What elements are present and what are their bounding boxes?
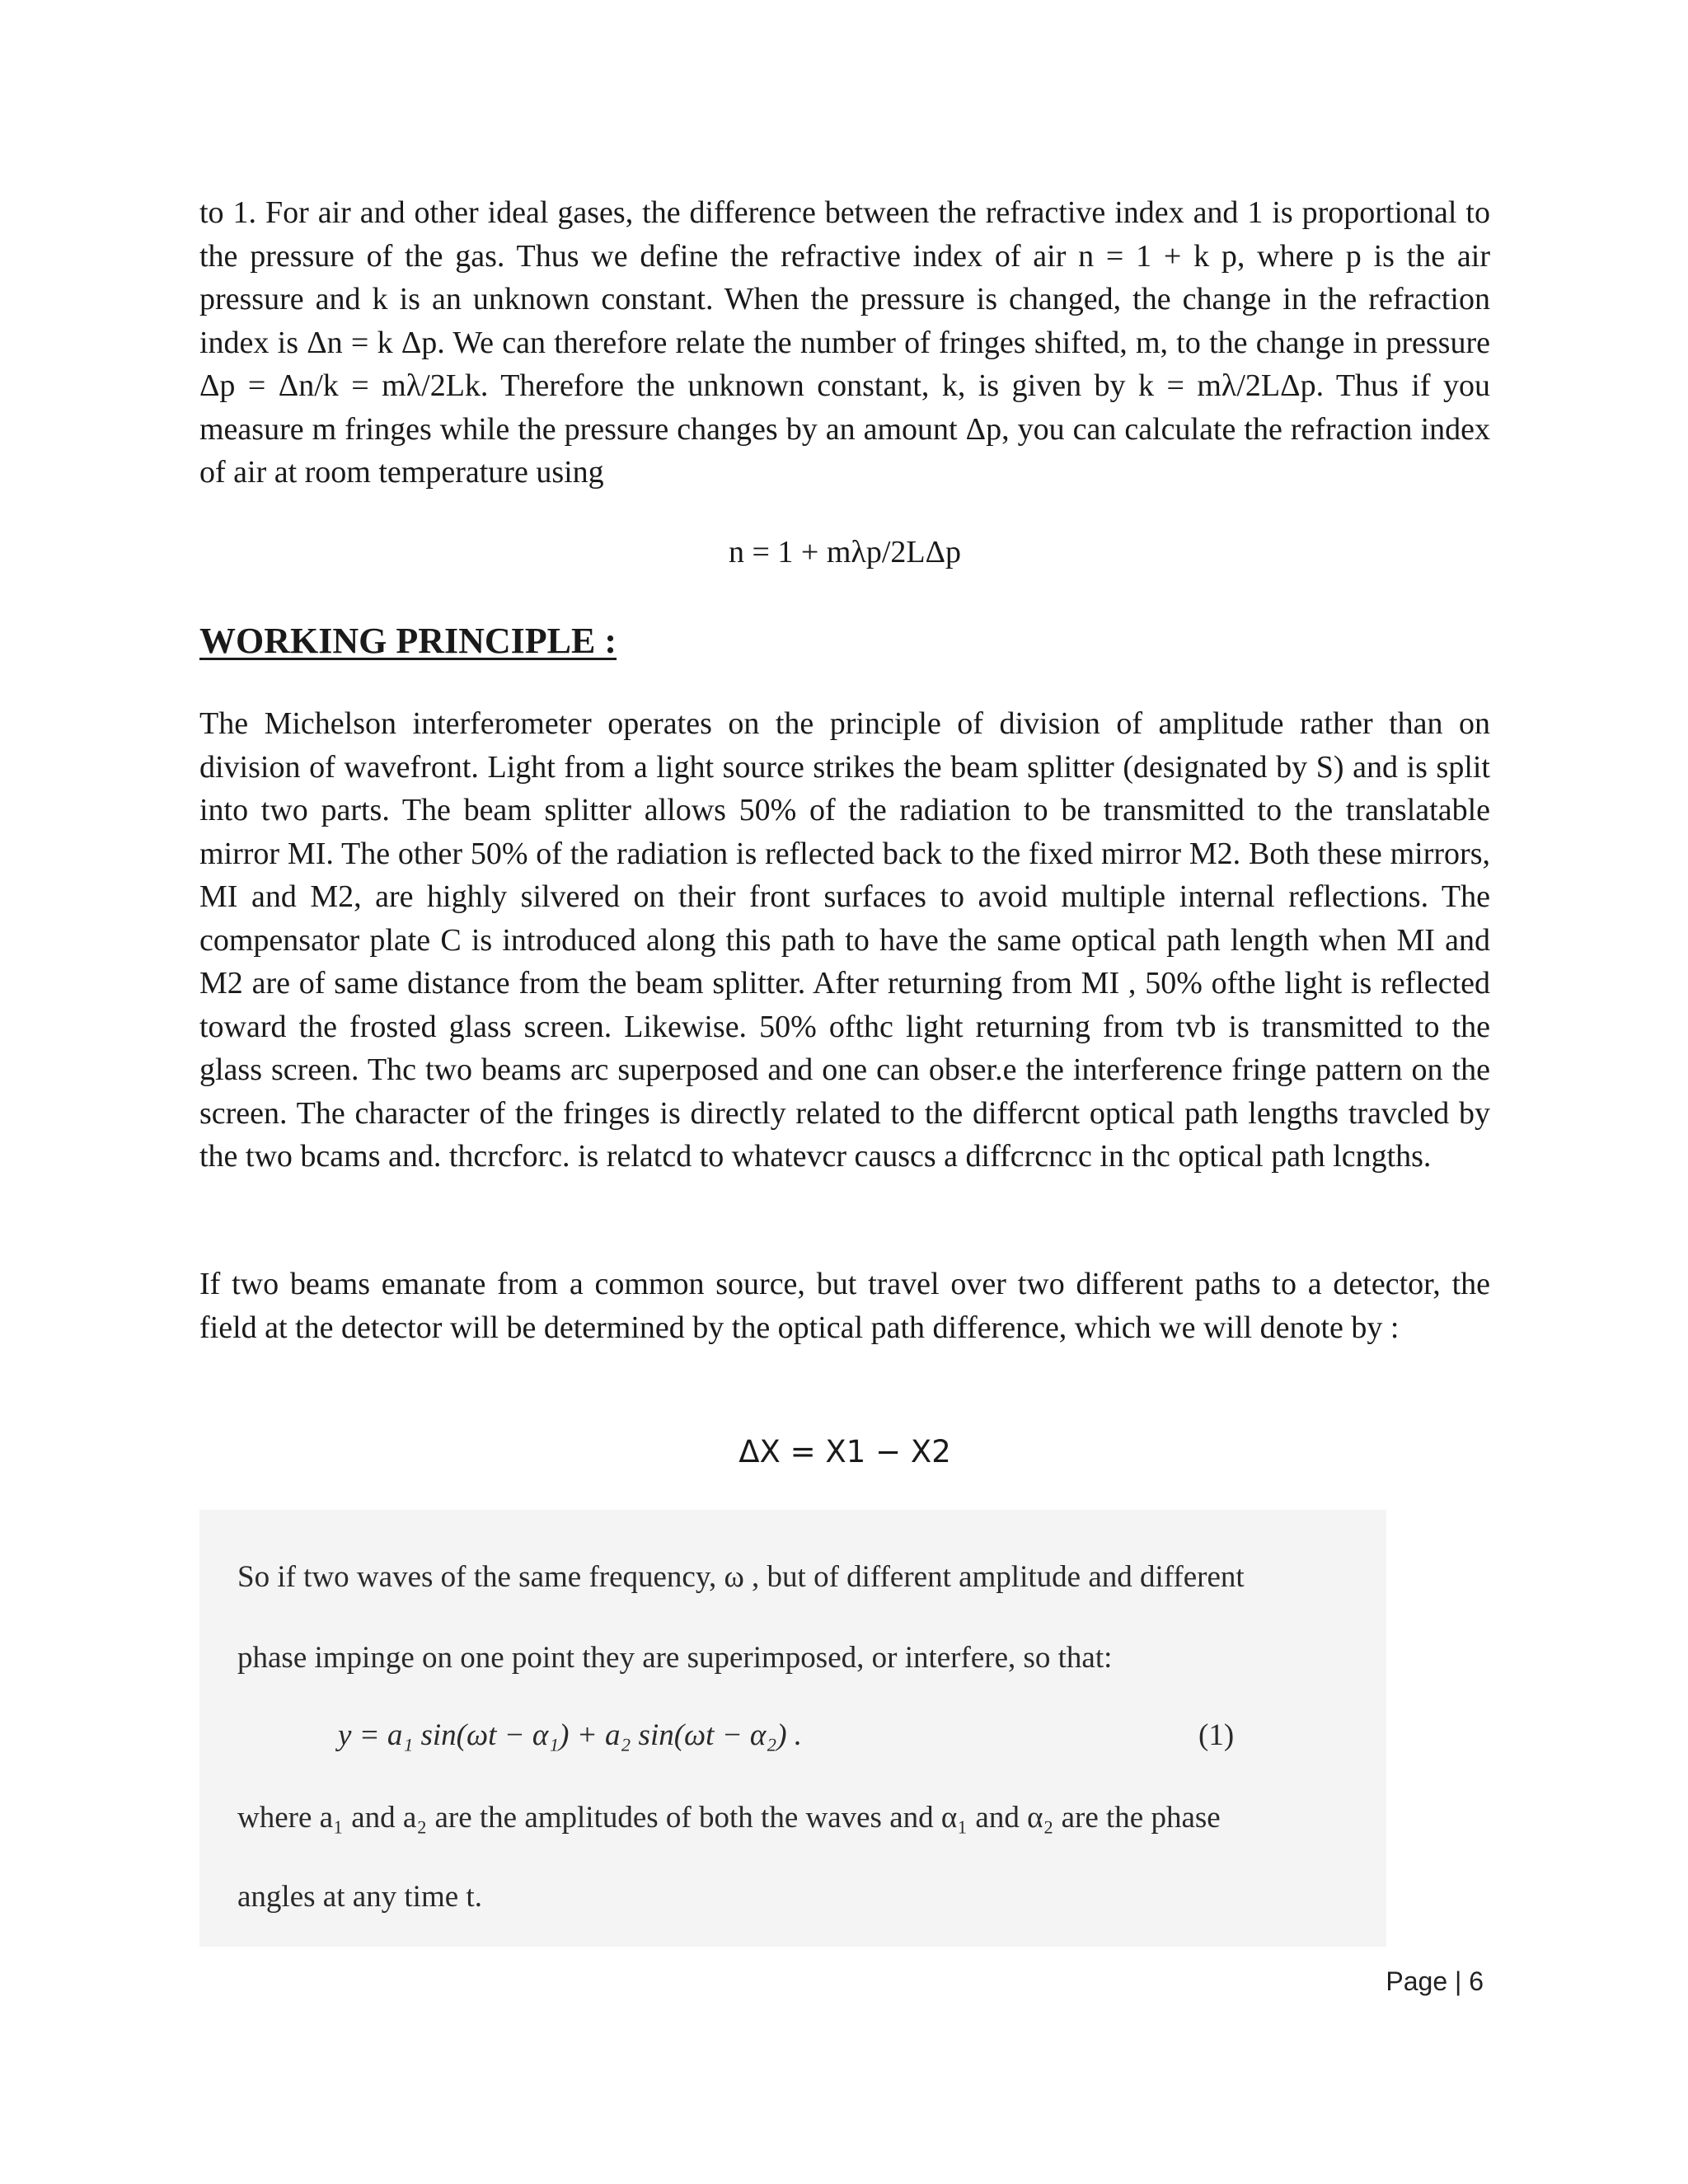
scanned-text-line: angles at any time t.: [237, 1880, 482, 1914]
scanned-equation: y = a₁ sin(ωt − α₁) + a₂ sin(ωt − α₂) .: [338, 1718, 803, 1752]
scanned-excerpt-image: [199, 1510, 1386, 1947]
page-number: Page | 6: [1386, 1966, 1484, 1996]
body-paragraph-refractive-index: to 1. For air and other ideal gases, the difference between the refractive index and 1 is proportional to the pressure of the gas. Thus we define the refractive index of air n = 1 + k p, where p is the air pressure and k is an unknown constant. When the pressure is changed, the change in the refraction index is Δn = k Δp. We can therefore relate the number of fringes shifted, m, to the change in pressure Δp = Δn/k = mλ/2Lk. Therefore the unknown constant, k, is given by k = mλ/2LΔp. Thus if you measure m fringes while the pressure changes by an amount Δp, you can calculate the refraction index of air at room temperature using: [199, 195, 1490, 490]
body-paragraph-path-difference: If two beams emanate from a common source, but travel over two different paths to a detector, the field at the detector will be determined by the optical path difference, which we will denote by :: [199, 1267, 1490, 1345]
body-paragraph-working-principle: The Michelson interferometer operates on the principle of division of amplitude rather than on division of wavefront. Light from a light source strikes the beam splitter (designated by S) and is split into two parts. The beam splitter allows 50% of the radiation to be transmitted to the translatable mirror MI. The other 50% of the radiation is reflected back to the fixed mirror M2. Both these mirrors, MI and M2, are highly silvered on their front surfaces to avoid multiple internal reflections. The compensator plate C is introduced along this path to have the same optical path length when MI and M2 are of same distance from the beam splitter. After returning from MI , 50% ofthe light is reflected toward the frosted glass screen. Likewise. 50% ofthc light returning from tvb is transmitted to the glass screen. Thc two beams arc superposed and one can obser.e the interference fringe pattern on the screen. The character of the fringes is directly related to the differcnt optical path lengths travcled by the two bcams and. thcrcforc. is relatcd to whatevcr causcs a diffcrcncc in thc optical path lcngths.: [199, 706, 1490, 1174]
scanned-text-line: phase impinge on one point they are superimposed, or interfere, so that:: [237, 1641, 1113, 1675]
equation-refractive-index: n = 1 + mλp/2LΔp: [728, 535, 962, 569]
scanned-text-line: where a₁ and a₂ are the amplitudes of both the waves and α₁ and α₂ are the phase: [237, 1801, 1221, 1835]
section-heading-working-principle: WORKING PRINCIPLE :: [199, 621, 617, 661]
scanned-equation-number: (1): [1198, 1718, 1235, 1752]
scanned-text-line: So if two waves of the same frequency, ω , but of different amplitude and different: [237, 1560, 1245, 1594]
equation-path-difference: ΔX = X1 − X2: [738, 1434, 951, 1469]
